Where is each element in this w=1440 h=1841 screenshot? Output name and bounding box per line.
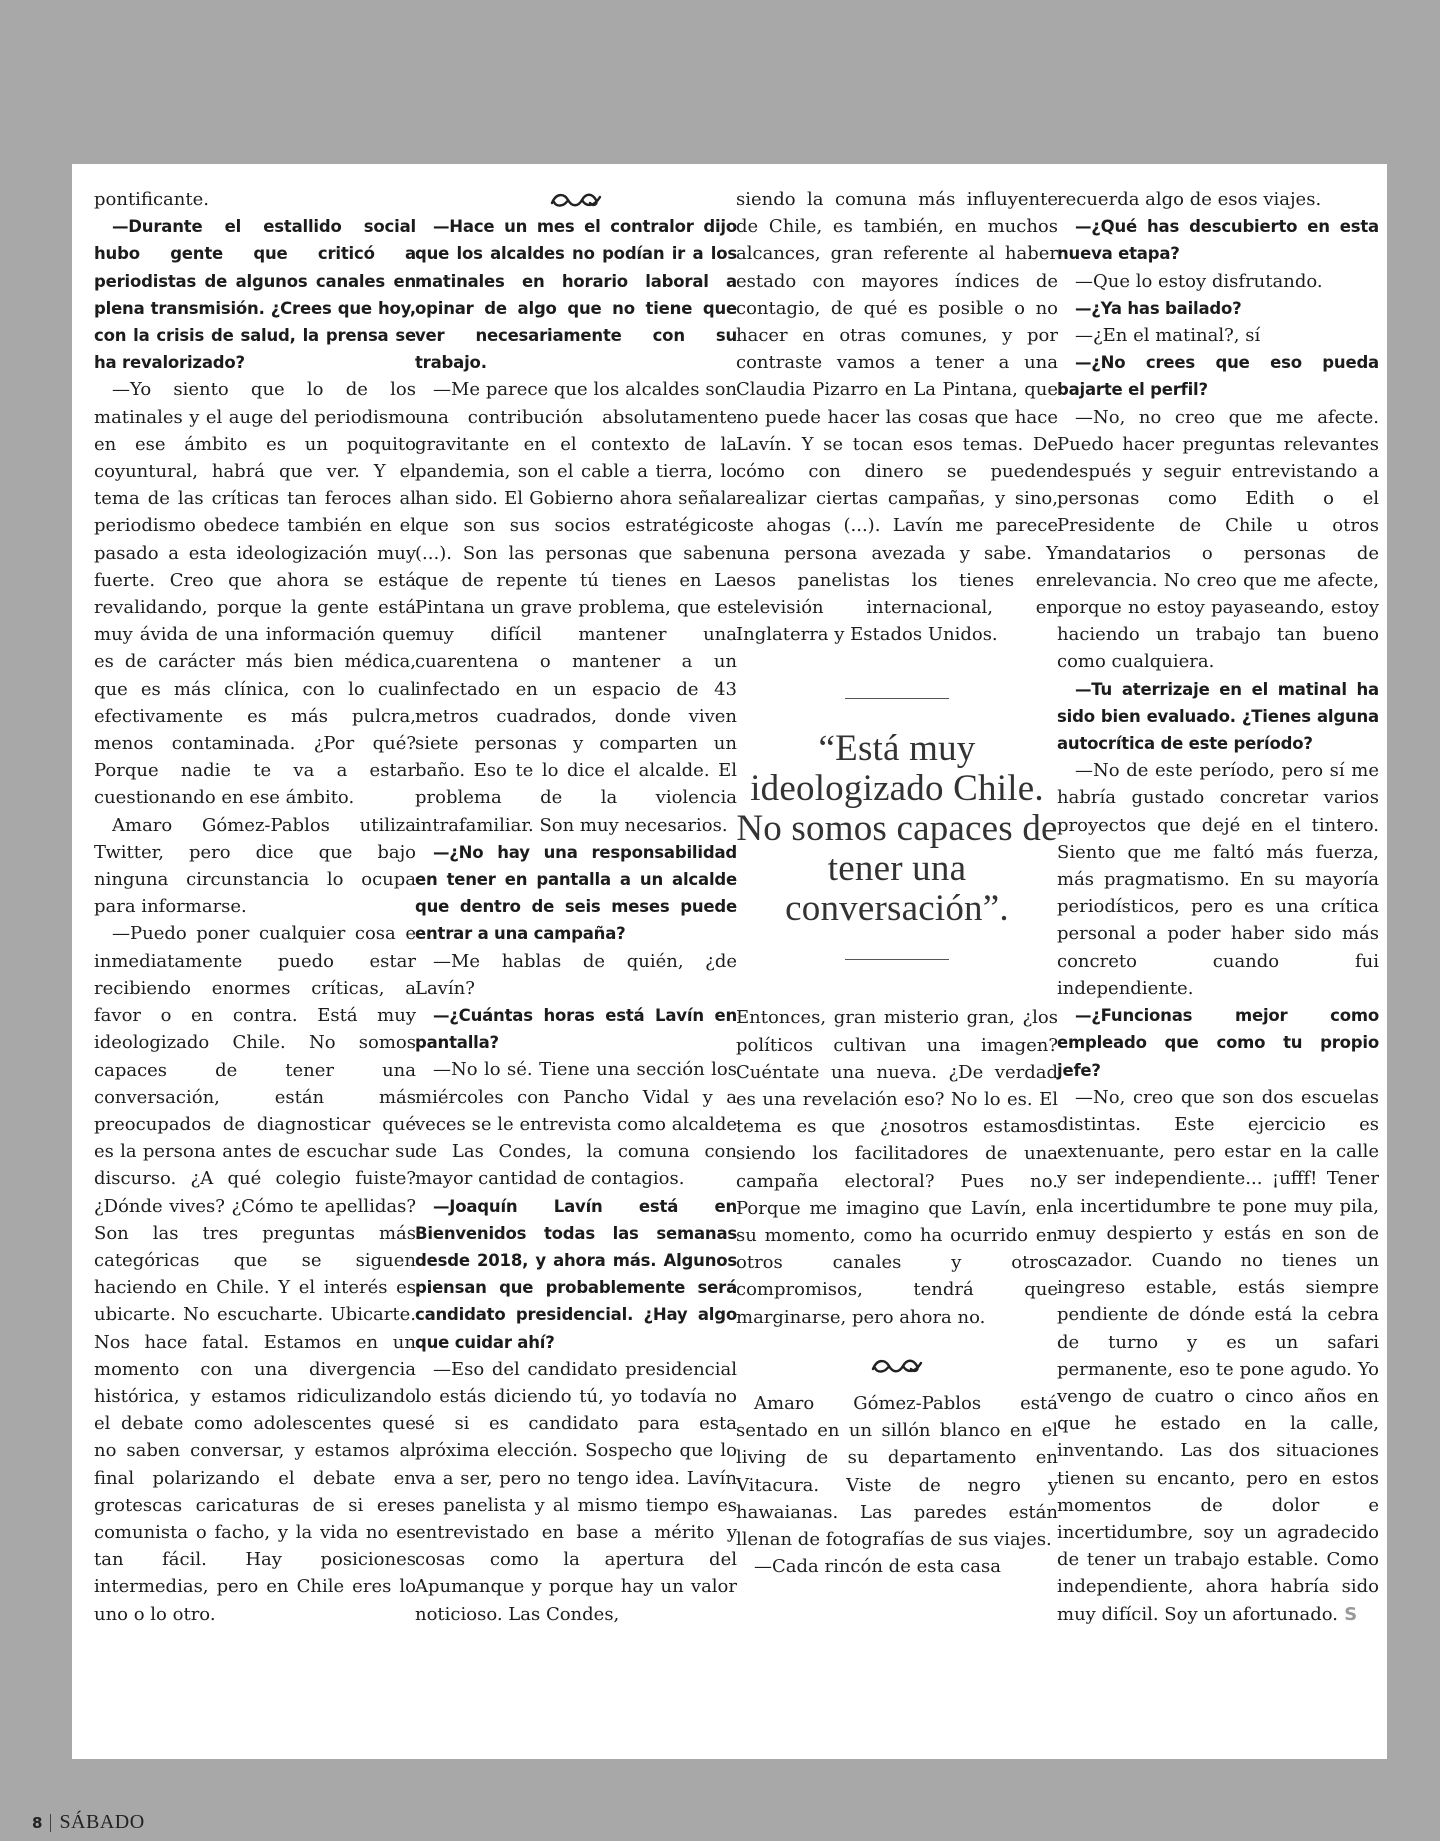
column-2-body (415, 213, 737, 1628)
pull-quote: “Está muy ideologizado Chile. No somos capaces de tener una conversación”. (736, 728, 1058, 930)
paragraph: —¿En el matinal?, sí (1075, 325, 1261, 347)
paragraph: —No, no creo que me afecte. Puedo hacer preguntas relevantes después y seguir entrevistando a personas como Edith o el Presidente de Chile u otros mandatarios o personas de relevancia. No creo que me afecte, porque no estoy payaseando, estoy haciendo un trabajo tan bueno como cualquiera. (1057, 406, 1379, 673)
section-separator-ornament-icon (415, 186, 737, 213)
paragraph: —Eso del candidato presidencial lo estás diciendo tú, yo todavía no sé si es candidato para esta próxima elección. Sospecho que lo va a ser, pero no tengo idea. Lavín es panelista y al mismo tiempo es entrevistado en base a mérito y cosas como la apertura del Apumanque y porque hay un valor noticioso. Las Condes, (415, 1358, 737, 1625)
column-3-bottom (736, 1390, 1058, 1580)
page-footer (32, 1811, 145, 1834)
paragraph: —Me hablas de quién, ¿de Lavín? (415, 950, 737, 999)
interview-question: —¿No hay una responsabilidad en tener en pantalla a un alcalde que dentro de seis meses puede entrar a una campaña? (415, 842, 737, 944)
interview-question: —¿Funcionas mejor como empleado que como tu propio jefe? (1057, 1006, 1379, 1080)
paragraph: —Cada rincón de esta casa (754, 1556, 1001, 1578)
paragraph: —No lo sé. Tiene una sección los miércoles con Pancho Vidal y a veces se le entrevista como alcalde de Las Condes, la comuna con mayor cantidad de contagios. (415, 1059, 737, 1190)
pull-quote-rule-bottom (845, 959, 949, 960)
column-1 (94, 186, 416, 1628)
column-3 (736, 186, 1058, 1581)
interview-question: —¿Ya has bailado? (1075, 298, 1242, 318)
column-4 (1057, 186, 1379, 1628)
interview-question: —Durante el estallido social hubo gente que criticó a periodistas de algunos canales en plena transmisión. ¿Crees que hoy, con la crisis de salud, la prensa se ha revalorizado? (94, 217, 416, 373)
magazine-logo: SÁBADO (59, 1811, 145, 1833)
interview-question: —Joaquín Lavín está en Bienvenidos todas las semanas desde 2018, y ahora más. Algunos piensan que probablemente será candidato presidencial. ¿Hay algo que cuidar ahí? (415, 1196, 737, 1352)
paragraph: —Que lo estoy disfrutando. (1075, 270, 1323, 292)
interview-question: —Tu aterrizaje en el matinal ha sido bien evaluado. ¿Tienes alguna autocrítica de este período? (1057, 679, 1379, 754)
paragraph: —Yo siento que lo de los matinales y el auge del periodismo en ese ámbito es un poquito coyuntural, habrá que ver. Y el tema de las críticas tan feroces al periodismo obedece también en el pasado a esta ideologización muy fuerte. Creo que ahora se está revalidando, porque la gente está muy ávida de una información que es de carácter más bien médica, que es más clínica, con lo cual efectivamente es más pulcra, menos contaminada. ¿Por qué? Porque nadie te va a estar cuestionando en ese ámbito. (94, 379, 416, 809)
footer-divider (50, 1814, 51, 1832)
end-mark: S (1338, 1603, 1358, 1625)
interview-question: —Hace un mes el contralor dijo que los alcaldes no podían ir a los matinales en horario laboral a opinar de algo que no tiene que ver necesariamente con su trabajo. (415, 217, 737, 373)
pull-quote-box (736, 698, 1058, 960)
column-2 (415, 186, 737, 1628)
paragraph: recuerda algo de esos viajes. (1057, 189, 1322, 210)
section-separator-ornament-icon (736, 1353, 1058, 1380)
paragraph: —No, creo que son dos escuelas distintas. Este ejercicio es extenuante, pero estar en la calle y ser independiente... ¡ufff! Tener la incertidumbre te pone muy pila, muy despierto y estás en son de cazador. Cuando no tienes un ingreso estable, estás siempre pendiente de dónde está la cebra de turno y es un safari permanente, eso te pone agudo. Yo vengo de cuatro o cinco años en que he estado en la calle, inventando. Las dos situaciones tienen su encanto, pero en estos momentos de dolor e incertidumbre, soy un agradecido de tener un trabajo estable. Como independiente, ahora habría sido muy difícil. Soy un afortunado. S (1057, 1086, 1379, 1625)
interview-question: —¿Qué has descubierto en esta nueva etapa? (1057, 217, 1379, 264)
interview-question: —¿Cuántas horas está Lavín en pantalla? (415, 1006, 737, 1053)
paragraph: Amaro Gómez-Pablos está sentado en un sillón blanco en el living de su departamento en Vitacura. Viste de negro y hawaianas. Las paredes están llenan de fotografías de sus viajes. (736, 1393, 1058, 1551)
paragraph: —Me parece que los alcaldes son una contribución absolutamente gravitante en el contexto de la pandemia, son el cable a tierra, lo han sido. El Gobierno ahora señala que son sus socios estratégicos (...). Son las personas que saben que de repente tú tienes en La Pintana un grave problema, que es muy difícil mantener una cuarentena o mantener a un infectado en un espacio de 43 metros cuadrados, donde viven siete personas y comparten un baño. Eso te lo dice el alcalde. El problema de la violencia intrafamiliar. Son muy necesarios. (415, 379, 737, 836)
interview-question: —¿No crees que eso pueda bajarte el perfil? (1057, 353, 1379, 400)
paragraph: —No de este período, pero sí me habría gustado concretar varios proyectos que dejé en el tintero. Siento que me faltó más fuerza, más pragmatismo. En su mayoría periodísticos, pero es una crítica personal a poder haber sido más concreto cuando fui independiente. (1057, 760, 1379, 999)
paragraph: Amaro Gómez-Pablos utiliza Twitter, pero dice que bajo ninguna circunstancia lo ocupa para informarse. (94, 814, 416, 918)
page-number: 8 (32, 1813, 43, 1832)
paragraph: siendo la comuna más influyente de Chile, es también, en muchos alcances, gran referente al haber estado con mayores índices de contagio, de qué es posible o no hacer en otras comunes, y por contraste vamos a tener a una Claudia Pizarro en La Pintana, que no puede hacer las cosas que hace Lavín. Y se tocan esos temas. De cómo con dinero se pueden realizar ciertas campañas, y sino, te ahogas (...). Lavín me parece una persona avezada y sabe. Y esos panelistas los tienes en televisión internacional, en Inglaterra y Estados Unidos. (736, 189, 1058, 646)
magazine-page (72, 164, 1387, 1759)
paragraph: pontificante. (94, 189, 209, 210)
pull-quote-rule-top (845, 698, 949, 699)
paragraph: —Puedo poner cualquier cosa e inmediatamente puedo estar recibiendo enormes críticas, a favor o en contra. Está muy ideologizado Chile. No somos capaces de tener una conversación, están más preocupados de diagnosticar qué es la persona antes de escuchar su discurso. ¿A qué colegio fuiste? ¿Dónde vives? ¿Cómo te apellidas? Son las tres preguntas más categóricas que se siguen haciendo en Chile. Y el interés es ubicarte. No escucharte. Ubicarte. Nos hace fatal. Estamos en un momento con una divergencia histórica, y estamos ridiculizando el debate como adolescentes que no saben conversar, y estamos al final polarizando el debate en grotescas caricaturas de si eres comunista o facho, y la vida no es tan fácil. Hay posiciones intermedias, pero en Chile eres lo uno o lo otro. (94, 923, 416, 1625)
paragraph: Entonces, gran misterio gran, ¿los políticos cultivan una imagen? Cuéntate una nueva. ¿De verdad es una revelación eso? No lo es. El tema es que ¿nosotros estamos siendo los facilitadores de una campaña electoral? Pues no. Porque me imagino que Lavín, en su momento, como ha ocurrido en otros canales y otros compromisos, tendrá que marginarse, pero ahora no. (736, 1007, 1058, 1328)
